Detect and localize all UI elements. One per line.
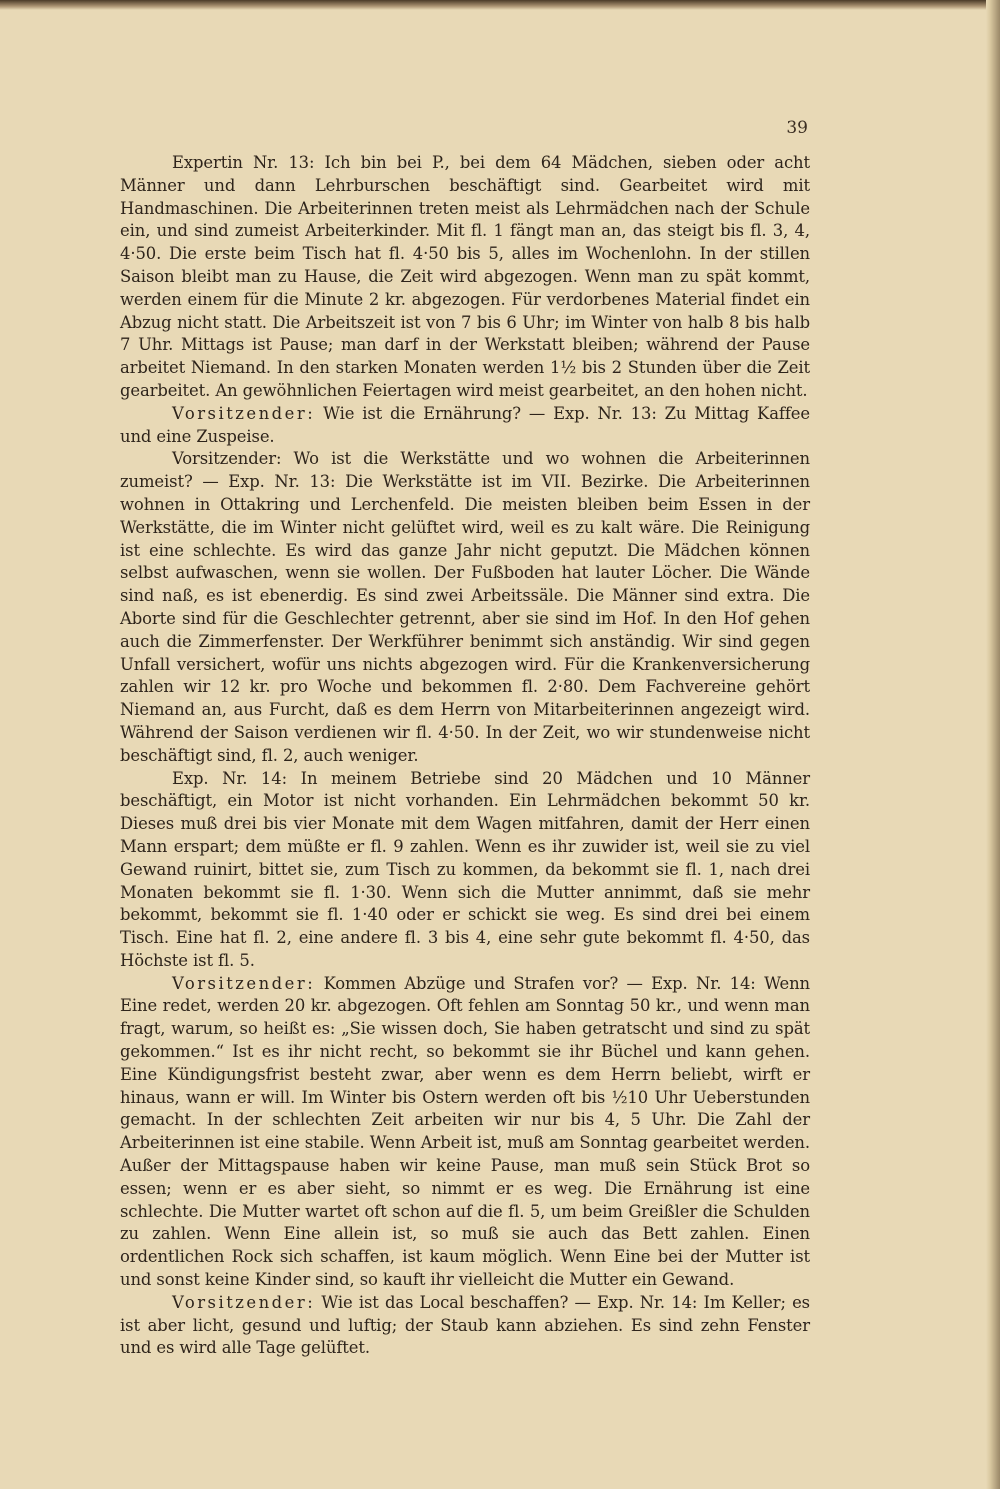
paragraph-4-text: Exp. Nr. 14: In meinem Betriebe sind 20 Mädchen und 10 Männer beschäftigt, ein Motor ist nicht vorhanden. Ein Lehrmädchen bekommt 50 kr. Dieses muß drei bis vier Monate mit dem Wagen mitfahren, damit der Herr einen Mann erspart; dem müßte er fl. 9 zahlen. Wenn es ihr zuwider ist, weil sie zu viel Gewand ruinirt, bittet sie, zum Tisch zu kommen, da bekommt sie fl. 1, nach drei Monaten bekommt sie fl. 1·30. Wenn sich die Mutter annimmt, daß sie mehr bekommt, bekommt sie fl. 1·40 oder er schickt sie weg. Es sind drei bei einem Tisch. Eine hat fl. 2, eine andere fl. 3 bis 4, eine sehr gute bekommt fl. 4·50, das Höchste ist fl. 5. bbox=[120, 768, 810, 970]
paragraph-2 bbox=[120, 403, 810, 449]
speaker-label: Vorsitzender: bbox=[172, 403, 316, 423]
paragraph-5 bbox=[120, 973, 810, 1292]
paragraph-5-text: Kommen Abzüge und Strafen vor? — Exp. Nr. 14: Wenn Eine redet, werden 20 kr. abgezogen. Oft fehlen am Sonntag 50 kr., und wenn man fragt, warum, so heißt es: „Sie wissen doch, Sie haben getratscht und sind zu spät gekommen.“ Ist es ihr nicht recht, so bekommt sie ihr Büchel und kann gehen. Eine Kündigungsfrist besteht zwar, aber wenn es dem Herrn beliebt, wirft er hinaus, wann er will. Im Winter bis Ostern werden oft bis ½10 Uhr Ueberstunden gemacht. In der schlechten Zeit arbeiten wir nur bis 4, 5 Uhr. Die Zahl der Arbeiterinnen ist eine stabile. Wenn Arbeit ist, muß am Sonntag gearbeitet werden. Außer der Mittagspause haben wir keine Pause, man muß sein Stück Brot so essen; wenn er es aber sieht, so nimmt er es weg. Die Ernährung ist eine schlechte. Die Mutter wartet oft schon auf die fl. 5, um beim Greißler die Schulden zu zahlen. Wenn Eine allein ist, so muß sie auch das Bett zahlen. Einen ordentlichen Rock sich schaffen, ist kaum möglich. Wenn Eine bei der Mutter ist und sonst keine Kinder sind, so kauft ihr vielleicht die Mutter ein Gewand. bbox=[120, 973, 810, 1290]
paragraph-1 bbox=[120, 152, 810, 403]
paragraph-1-text: Expertin Nr. 13: Ich bin bei P., bei dem 64 Mädchen, sieben oder acht Männer und dann Lehrburschen beschäftigt sind. Gearbeitet wird mit Handmaschinen. Die Arbeiterinnen treten meist als Lehrmädchen nach der Schule ein, und sind zumeist Arbeiterkinder. Mit fl. 1 fängt man an, das steigt bis fl. 3, 4, 4·50. Die erste beim Tisch hat fl. 4·50 bis 5, alles im Wochenlohn. In der stillen Saison bleibt man zu Hause, die Zeit wird abgezogen. Wenn man zu spät kommt, werden einem für die Minute 2 kr. abgezogen. Für verdorbenes Material findet ein Abzug nicht statt. Die Arbeitszeit ist von 7 bis 6 Uhr; im Winter von halb 8 bis halb 7 Uhr. Mittags ist Pause; man darf in der Werkstatt bleiben; während der Pause arbeitet Niemand. In den starken Monaten werden 1½ bis 2 Stunden über die Zeit gearbeitet. An gewöhnlichen Feiertagen wird meist gearbeitet, an den hohen nicht. bbox=[120, 153, 810, 400]
page-right-edge bbox=[986, 0, 1000, 1489]
speaker-label: Vorsitzender: bbox=[172, 1292, 316, 1312]
body-text bbox=[120, 152, 810, 1360]
paragraph-3-text: Wo ist die Werkstätte und wo wohnen die Arbeiterinnen zumeist? — Exp. Nr. 13: Die Werkstätte ist im VII. Bezirke. Die Arbeiterinnen wohnen in Ottakring und Lerchenfeld. Die meisten bleiben beim Essen in der Werkstätte, die im Winter nicht gelüftet wird, weil es zu kalt wäre. Die Reinigung ist eine schlechte. Es wird das ganze Jahr nicht geputzt. Die Mädchen können selbst aufwaschen, wenn sie wollen. Der Fußboden hat lauter Löcher. Die Wände sind naß, es ist ebenerdig. Es sind zwei Arbeitssäle. Die Männer sind extra. Die Aborte sind für die Geschlechter getrennt, aber sie sind im Hof. In den Hof gehen auch die Zimmerfenster. Der Werkführer benimmt sich anständig. Wir sind gegen Unfall versichert, wofür uns nichts abgezogen wird. Für die Krankenversicherung zahlen wir 12 kr. pro Woche und bekommen fl. 2·80. Dem Fachvereine gehört Niemand an, aus Furcht, daß es dem Herrn von Mitarbeiterinnen angezeigt wird. Während der Saison verdienen wir fl. 4·50. In der Zeit, wo wir stundenweise nicht beschäftigt sind, fl. 2, auch weniger. bbox=[120, 449, 810, 765]
paragraph-6-text: Wie ist das Local beschaffen? — Exp. Nr. 14: Im Keller; es ist aber licht, gesund und luftig; der Staub kann abziehen. Es sind zehn Fenster und es wird alle Tage gelüftet. bbox=[120, 1292, 810, 1358]
speaker-label: Vorsitzender: bbox=[172, 973, 316, 993]
speaker-label: Vorsitzender: bbox=[172, 449, 282, 469]
page-top-edge bbox=[0, 0, 1000, 10]
page-number: 39 bbox=[786, 118, 808, 138]
paragraph-6 bbox=[120, 1292, 810, 1360]
paragraph-3 bbox=[120, 448, 810, 767]
paragraph-4 bbox=[120, 768, 810, 973]
paragraph-2-text: Wie ist die Ernährung? — Exp. Nr. 13: Zu Mittag Kaffee und eine Zuspeise. bbox=[120, 403, 810, 446]
